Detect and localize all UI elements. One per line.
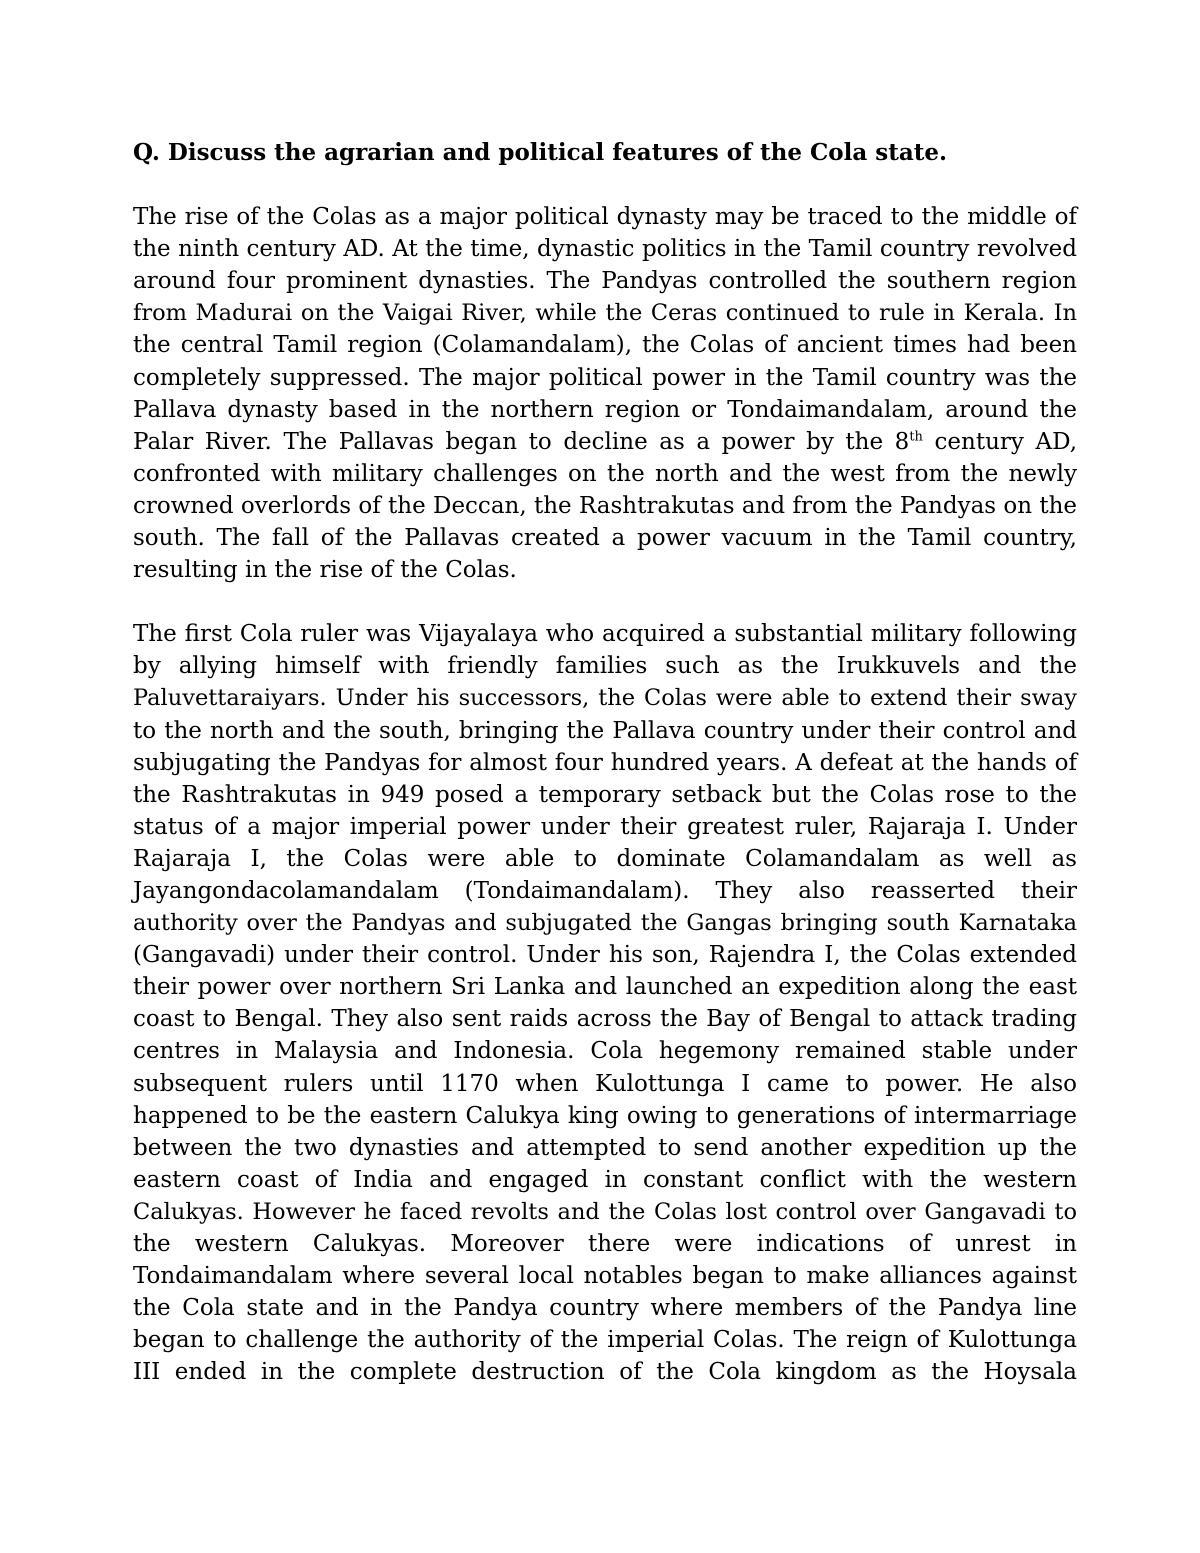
text-line: confronted with military challenges on the north and the west from the newly xyxy=(133,460,1077,487)
text-line: the western Calukyas. Moreover there were indications of unrest in xyxy=(133,1231,1077,1257)
text-line: resulting in the rise of the Colas. xyxy=(133,557,517,584)
paragraph-1 xyxy=(133,201,1077,586)
text-line: around four prominent dynasties. The Pandyas controlled the southern region xyxy=(133,268,1077,295)
text-line: the Rashtrakutas in 949 posed a temporary setback but the Colas rose to the xyxy=(133,781,1077,808)
text-line: centres in Malaysia and Indonesia. Cola hegemony remained stable under xyxy=(133,1038,1077,1065)
text-line: completely suppressed. The major political power in the Tamil country was the xyxy=(133,364,1077,391)
text-line: (Gangavadi) under their control. Under his son, Rajendra I, the Colas extended xyxy=(133,942,1077,969)
text-line: eastern coast of India and engaged in constant conflict with the western xyxy=(133,1166,1077,1193)
text-line: The first Cola ruler was Vijayalaya who acquired a substantial military following xyxy=(133,621,1077,648)
text-line: began to challenge the authority of the imperial Colas. The reign of Kulottunga xyxy=(133,1327,1077,1354)
text-line-with-ordinal xyxy=(133,426,1077,458)
text-line: Rajaraja I, the Colas were able to dominate Colamandalam as well as xyxy=(133,845,1077,872)
text-line: south. The fall of the Pallavas created a power vacuum in the Tamil country, xyxy=(133,525,1077,552)
line-text-after: century AD, xyxy=(922,428,1078,455)
text-line: the Cola state and in the Pandya country where members of the Pandya line xyxy=(133,1295,1077,1322)
text-line: status of a major imperial power under their greatest ruler, Rajaraja I. Under xyxy=(133,813,1077,840)
text-line: Calukyas. However he faced revolts and the Colas lost control over Gangavadi to xyxy=(133,1198,1077,1225)
text-line: The rise of the Colas as a major political dynasty may be traced to the middle of xyxy=(133,204,1077,231)
text-line: by allying himself with friendly families such as the Irukkuvels and the xyxy=(133,653,1077,680)
text-line: crowned overlords of the Deccan, the Rashtrakutas and from the Pandyas on the xyxy=(133,492,1078,519)
paragraph-2 xyxy=(133,618,1077,1388)
text-line: the ninth century AD. At the time, dynastic politics in the Tamil country revolved xyxy=(133,236,1077,263)
text-line: the central Tamil region (Colamandalam), the Colas of ancient times had been xyxy=(133,332,1077,359)
text-line: their power over northern Sri Lanka and launched an expedition along the east xyxy=(133,974,1077,1001)
text-line: to the north and the south, bringing the Pallava country under their control and xyxy=(133,717,1077,744)
question-heading: Q. Discuss the agrarian and political features of the Cola state. xyxy=(133,139,948,166)
text-line: Paluvettaraiyars. Under his successors, the Colas were able to extend their sway xyxy=(133,685,1077,712)
text-line: coast to Bengal. They also sent raids across the Bay of Bengal to attack trading xyxy=(133,1006,1077,1033)
text-line: from Madurai on the Vaigai River, while the Ceras continued to rule in Kerala. In xyxy=(133,300,1077,327)
text-line: III ended in the complete destruction of the Cola kingdom as the Hoysala xyxy=(133,1359,1077,1386)
text-line: subsequent rulers until 1170 when Kulottunga I came to power. He also xyxy=(133,1070,1077,1097)
document-body xyxy=(133,137,1077,1388)
text-line: authority over the Pandyas and subjugated the Gangas bringing south Karnataka xyxy=(133,910,1077,937)
text-line: Jayangondacolamandalam (Tondaimandalam). They also reasserted their xyxy=(133,877,1077,904)
text-line: happened to be the eastern Calukya king owing to generations of intermarriage xyxy=(133,1102,1077,1129)
ordinal-suffix: th xyxy=(909,429,923,445)
line-text-before: Palar River. The Pallavas began to decline as a power by the 8 xyxy=(133,428,910,455)
text-line: Tondaimandalam where several local notables began to make alliances against xyxy=(133,1263,1077,1290)
text-line: Pallava dynasty based in the northern region or Tondaimandalam, around the xyxy=(133,396,1077,423)
text-line: subjugating the Pandyas for almost four hundred years. A defeat at the hands of xyxy=(133,749,1077,776)
text-line: between the two dynasties and attempted to send another expedition up the xyxy=(133,1134,1077,1161)
